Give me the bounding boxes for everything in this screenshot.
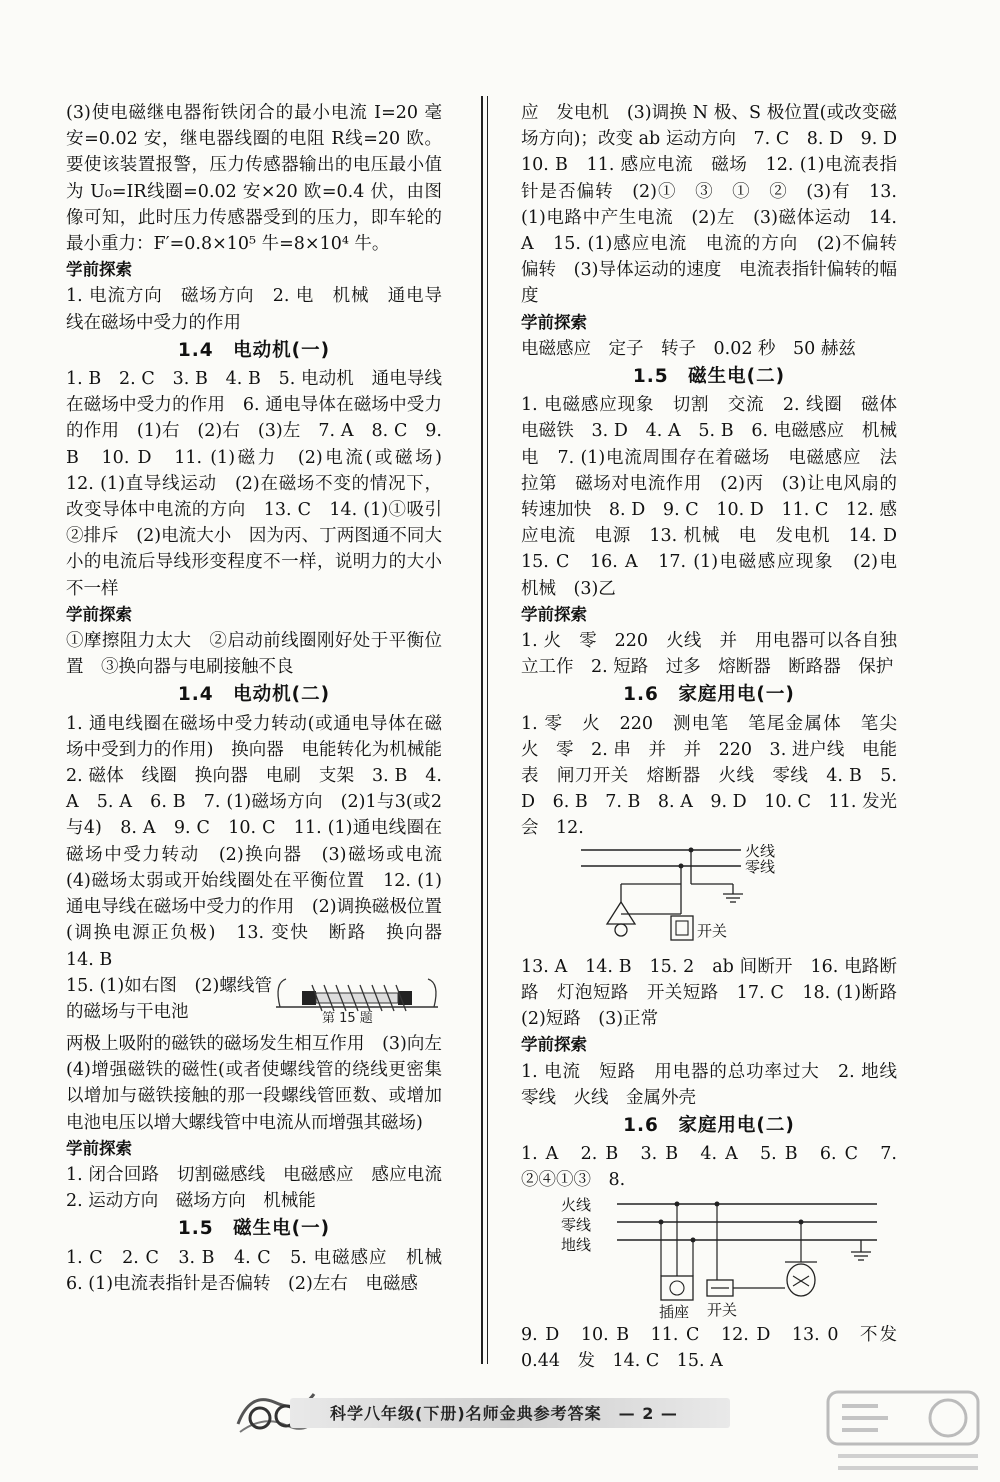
answer-text: 1. 闭合回路 切割磁感线 电磁感应 感应电流 2. 运动方向 磁场方向 机械能 [66, 1164, 460, 1212]
column-divider-thick [481, 96, 483, 1364]
answer-text: 9. D 10. B 11. C 12. D 13. 0 不发 0.44 发 14. C 15. A [521, 1324, 915, 1371]
answer-text: 1. 火 零 220 火线 并 用电器可以各自独立工作 2. 短路 过多 熔断器 断路器 保护 [521, 631, 897, 678]
household-wiring-diagram [521, 1196, 891, 1320]
ground-line-label: 地线 [561, 1235, 592, 1254]
fire-line-label: 火线 [745, 843, 776, 860]
answer-text: 1. B 2. C 3. B 4. B 5. 电动机 通电导线在磁场中受力的作用 6. 通电导体在磁场中受力的作用 (1)右 (2)右 (3)左 7. A 8. C 9. B 10. D 11. (1)磁力 (2)电流(或磁场) 12. (1)直导线运动 (2)在磁场不变的情况下，改变导体中电流的方向 13. C 14. (1)①吸引 ②排斥 (2)电流大小 因为丙、丁两图通不同大小的电流后导线形变程度不一样，说明力的大小不一样 [66, 369, 460, 599]
right-column [521, 100, 915, 1374]
switch-label: 开关 [707, 1300, 738, 1319]
q15-row [66, 973, 442, 1031]
figure-caption: 第 15 题 [322, 1010, 373, 1023]
answer-text: 1. 电流 短路 用电器的总功率过大 2. 地线 零线 火线 金属外壳 [521, 1061, 915, 1108]
answer-text: (3)使电磁继电器衔铁闭合的最小电流 I=20 毫安=0.02 安，继电器线圈的电阻 R线=20 欧。要使该装置报警，压力传感器输出的电压最小值为 U₀=IR线圈=0.02 安×20 欧=0.4 伏，由图像可知，此时压力传感器受到的压力，即车轮的最小重力：F′=0.8×10⁵ 牛=8×10⁴ 牛。 [66, 103, 442, 255]
answer-text: ①摩擦阻力太大 ②启动前线圈刚好处于平衡位置 ③换向器与电刷接触不良 [66, 631, 442, 678]
answer-text: 应 发电机 (3)调换 N 极、S 极位置(或改变磁场方向)；改变 ab 运动方向 7. C 8. D 9. D 10. B 11. 感应电流 磁场 12. (1)电流表指针是否偏转 (2)① ③ ① ② (3)有 13. (1)电路中产生电流 (2)左 (3)磁体运动 14. A 15. (1)感应电流 电流的方向 (2)不偏转 偏转 (3)导体运动的速度 电流表指针偏转的幅度 [521, 103, 915, 307]
section-subheading: 学前探索 [521, 604, 587, 624]
zero-line-label: 零线 [745, 857, 776, 876]
answer-text: 两极上吸附的磁铁的磁场发生相互作用 (3)向左 (4)增强磁铁的磁性(或者使螺线管的绕线更密集以增加与磁铁接触的那一段螺线管匝数、或增加电池电压以增大螺线管中电流从而增强其磁场) [66, 1033, 460, 1133]
lamp-circuit-diagram [521, 844, 821, 952]
zero-line-label: 零线 [561, 1215, 592, 1234]
answer-text: 1. 电流方向 磁场方向 2. 电 机械 通电导线在磁场中受力的作用 [66, 286, 442, 333]
answer-text: 1. A 2. B 3. B 4. A 5. B 6. C 7. ②④①③ 8. [521, 1144, 897, 1191]
section-heading: 1.4 电动机(一) [177, 339, 331, 361]
watermark-stamp-icon [818, 1386, 988, 1476]
switch-label: 开关 [697, 921, 728, 940]
answer-text: 1. 通电线圈在磁场中受力转动(或通电导体在磁场中受到力的作用) 换向器 电能转化为机械能 2. 磁体 线圈 换向器 电刷 支架 3. B 4. A 5. A 6. B 7. (1)磁场方向 (2)1与3(或2与4) 8. A 9. C 10. C 11. (1)通电线圈在磁场中受力转动 (2)换向器 (3)磁场或电流 (4)磁场太弱或开始线圈处在平衡位置 12. (1)通电导线在磁场中受力的作用 (2)调换磁极位置(调换电源正负极) 13. 变快 断路 换向器 14. B [66, 713, 460, 970]
left-column [66, 100, 460, 1297]
answer-text: 1. C 2. C 3. B 4. C 5. 电磁感应 机械 6. (1)电流表指针是否偏转 (2)左右 电磁感 [66, 1247, 460, 1294]
answer-text: 电磁感应 定子 转子 0.02 秒 50 赫兹 [521, 338, 856, 359]
answer-text: 1. 电磁感应现象 切割 交流 2. 线圈 磁体 电磁铁 3. D 4. A 5. B 6. 电磁感应 机械 电 7. (1)电流周围存在着磁场 电磁感应 法拉第 磁场对电流作用 (2)丙 (3)让电风扇的转速加快 8. D 9. C 10. D 11. C 12. 感应电流 电源 13. 机械 电 发电机 14. D 15. C 16. A 17. (1)电磁感应现象 (2)电 机械 (3)乙 [521, 395, 915, 599]
section-subheading: 学前探索 [66, 1138, 132, 1158]
page-footer [230, 1384, 790, 1444]
section-subheading: 学前探索 [521, 312, 587, 332]
column-divider-thin [487, 96, 488, 1364]
fire-line-label: 火线 [561, 1195, 592, 1214]
section-heading: 1.6 家庭用电(二) [623, 1114, 795, 1136]
section-heading: 1.4 电动机(二) [177, 684, 331, 706]
section-heading: 1.5 磁生电(二) [632, 366, 786, 388]
socket-label: 插座 [659, 1302, 690, 1320]
section-subheading: 学前探索 [66, 260, 132, 280]
section-subheading: 学前探索 [66, 604, 132, 624]
answer-text: 13. A 14. B 15. 2 ab 间断开 16. 电路断路 灯泡短路 开关短路 17. C 18. (1)断路 (2)短路 (3)正常 [521, 956, 915, 1030]
section-heading: 1.5 磁生电(一) [177, 1218, 331, 1240]
footer-text: 科学八年级(下册)名师金典参考答案 — 2 — [330, 1404, 678, 1423]
solenoid-figure [272, 973, 442, 1031]
answer-text: 15. (1)如右图 (2)螺线管的磁场与干电池 [66, 975, 272, 1022]
section-heading: 1.6 家庭用电(一) [623, 684, 795, 706]
answer-text: 1. 零 火 220 测电笔 笔尾金属体 笔尖 火 零 2. 串 并 并 220 3. 进户线 电能表 闸刀开关 熔断器 火线 零线 4. B 5. D 6. B 7. B 8. A 9. D 10. C 11. 发光 会 12. [521, 713, 915, 839]
section-subheading: 学前探索 [521, 1035, 587, 1055]
